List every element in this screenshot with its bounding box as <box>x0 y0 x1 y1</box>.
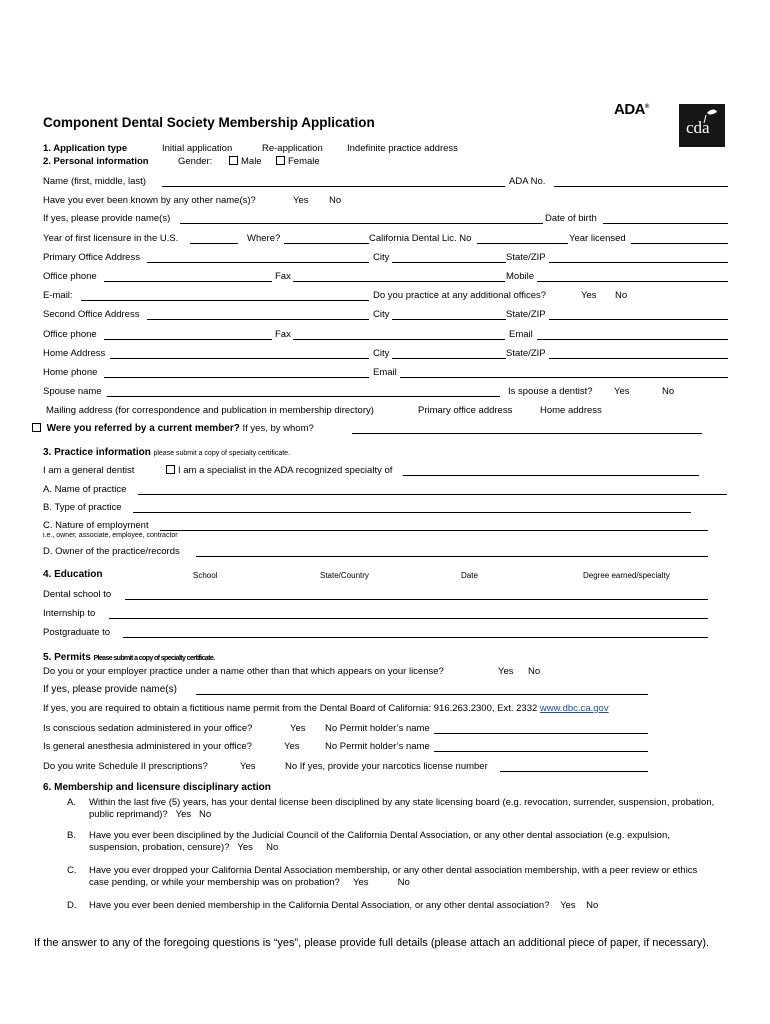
mobile-label: Mobile <box>506 271 534 282</box>
other-names-no[interactable]: No <box>329 195 342 206</box>
specialist-checkbox[interactable] <box>166 465 175 474</box>
mailing-address-label: Mailing address (for correspondence and publication in membership directory) <box>46 405 374 416</box>
date-of-birth-label: Date of birth <box>545 213 597 224</box>
nature-of-employment-label: C. Nature of employment <box>43 520 149 531</box>
practice-information-note: please submit a copy of specialty certificate. <box>153 450 291 457</box>
option-re-application[interactable]: Re-application <box>262 143 323 154</box>
gender-label: Gender: <box>178 156 213 167</box>
referred-by-whom-field[interactable] <box>352 433 702 434</box>
other-names-question: Have you ever been known by any other name(s)? <box>43 195 256 206</box>
question-b-text: Have you ever been disciplined by the Judicial Council of the California Dental Association, or any other dental association (e.g. expulsion, suspension, probation, censure)? <box>89 830 670 853</box>
primary-city-label: City <box>373 252 390 263</box>
page-title: Component Dental Society Membership Application <box>43 115 375 130</box>
question-a-no[interactable]: No <box>199 809 212 820</box>
spouse-dentist-question: Is spouse a dentist? <box>508 386 593 397</box>
fictitious-names-field[interactable] <box>196 694 648 695</box>
name-label: Name (first, middle, last) <box>43 176 146 187</box>
general-anesthesia-yes[interactable]: Yes <box>284 741 300 752</box>
home-state-zip-label: State/ZIP <box>506 348 546 359</box>
primary-city-field[interactable] <box>392 262 506 263</box>
education-col-date: Date <box>461 571 478 580</box>
option-indefinite-practice-address[interactable]: Indefinite practice address <box>347 143 458 154</box>
second-office-phone-label: Office phone <box>43 329 97 340</box>
year-licensed-label: Year licensed <box>569 233 626 244</box>
education-col-state-country: State/Country <box>320 571 369 580</box>
year-first-licensure-label: Year of first licensure in the U.S. <box>43 233 179 244</box>
gender-female-option[interactable] <box>276 156 320 167</box>
education-col-degree: Degree earned/specialty <box>583 571 670 580</box>
name-of-practice-field[interactable] <box>138 494 727 495</box>
email-label: E-mail: <box>43 290 73 301</box>
second-city-field[interactable] <box>392 319 506 320</box>
ada-registered-mark: ® <box>645 104 649 110</box>
general-anesthesia-question: Is general anesthesia administered in your office? <box>43 741 252 752</box>
specialty-field[interactable] <box>403 475 699 476</box>
general-dentist-label: I am a general dentist <box>43 465 135 476</box>
fictitious-name-yes[interactable]: Yes <box>498 666 514 677</box>
email-field[interactable] <box>81 300 369 301</box>
type-of-practice-label: B. Type of practice <box>43 502 122 513</box>
question-d-letter: D. <box>67 900 77 911</box>
question-b-letter: B. <box>67 830 76 841</box>
spouse-name-field[interactable] <box>107 396 500 397</box>
footer-note: If the answer to any of the foregoing questions is “yes”, please provide full details (please attach an additional piece of paper, if necessary). <box>34 937 710 949</box>
name-of-practice-label: A. Name of practice <box>43 484 127 495</box>
postgraduate-label: Postgraduate to <box>43 627 111 638</box>
home-address-label: Home Address <box>43 348 106 359</box>
year-licensed-field[interactable] <box>631 243 728 244</box>
referred-question: Were you referred by a current member? <box>46 423 240 434</box>
schedule-ii-yes[interactable]: Yes <box>240 761 256 772</box>
other-names-yes[interactable]: Yes <box>293 195 309 206</box>
question-d-no[interactable]: No <box>586 900 599 911</box>
application-type-label: 1. Application type <box>43 143 128 154</box>
dental-school-field[interactable] <box>125 599 708 600</box>
referred-row <box>32 423 314 434</box>
other-names-field[interactable] <box>180 223 543 224</box>
schedule-ii-question: Do you write Schedule II prescriptions? <box>43 761 208 772</box>
additional-offices-yes[interactable]: Yes <box>581 290 597 301</box>
primary-office-field[interactable] <box>147 262 369 263</box>
question-b-no[interactable]: No <box>266 842 279 853</box>
conscious-sedation-permit-label: No Permit holder’s name <box>325 723 430 734</box>
question-c-text: Have you ever dropped your California Dental Association membership, or any other dental association membership, with a peer review or ethics case pending, or while your membership was on probation? <box>89 865 698 888</box>
permits-heading-row <box>43 652 214 663</box>
name-field[interactable] <box>162 186 505 187</box>
office-phone-field[interactable] <box>104 281 272 282</box>
cda-logo-text: cda <box>686 118 710 137</box>
general-anesthesia-permit-label: No Permit holder’s name <box>325 741 430 752</box>
home-city-field[interactable] <box>392 358 506 359</box>
male-label: Male <box>241 156 262 167</box>
question-a-yes[interactable]: Yes <box>175 809 192 820</box>
spouse-dentist-no[interactable]: No <box>662 386 675 397</box>
date-of-birth-field[interactable] <box>603 223 728 224</box>
home-phone-label: Home phone <box>43 367 98 378</box>
spouse-name-label: Spouse name <box>43 386 102 397</box>
question-b-yes[interactable]: Yes <box>237 842 253 853</box>
referred-by-whom-label: If yes, by whom? <box>242 423 314 434</box>
education-heading: 4. Education <box>43 569 103 580</box>
fictitious-names-label: If yes, please provide name(s) <box>43 684 177 695</box>
question-c-letter: C. <box>67 865 77 876</box>
practice-information-heading-row <box>43 447 290 458</box>
ada-number-label: ADA No. <box>509 176 546 187</box>
question-d-yes[interactable]: Yes <box>560 900 576 911</box>
question-c-yes[interactable]: Yes <box>353 877 369 888</box>
fictitious-permit-note <box>43 703 609 714</box>
second-fax-label: Fax <box>275 329 291 340</box>
fax-field[interactable] <box>293 281 505 282</box>
specialist-option[interactable] <box>166 465 392 476</box>
second-office-field[interactable] <box>147 319 369 320</box>
second-state-zip-field[interactable] <box>549 319 728 320</box>
conscious-sedation-permit-field[interactable] <box>434 733 648 734</box>
ada-logo-text: ADA <box>614 101 645 118</box>
primary-state-zip-field[interactable] <box>549 262 728 263</box>
dbc-website-link[interactable]: www.dbc.ca.gov <box>539 703 609 714</box>
where-label: Where? <box>247 233 281 244</box>
ada-number-field[interactable] <box>554 186 728 187</box>
question-a-letter: A. <box>67 797 76 808</box>
second-city-label: City <box>373 309 390 320</box>
additional-offices-question: Do you practice at any additional offices? <box>373 290 547 301</box>
question-d <box>89 900 598 911</box>
mailing-primary-office-option[interactable]: Primary office address <box>418 405 513 416</box>
primary-state-zip-label: State/ZIP <box>506 252 546 263</box>
office-phone-label: Office phone <box>43 271 97 282</box>
practice-information-heading: 3. Practice information <box>43 447 151 458</box>
question-d-text: Have you ever been denied membership in the California Dental Association, or any other dental association? <box>89 900 550 911</box>
home-email-field[interactable] <box>400 377 728 378</box>
fictitious-permit-text: If yes, you are required to obtain a fictitious name permit from the Dental Board of California: 916.263.2300, Ext. 2332 <box>43 703 538 714</box>
question-a-text: Within the last five (5) years, has your dental license been disciplined by any state licensing board (e.g. revocation, surrender, suspension, probation, public reprimand)? <box>89 797 715 820</box>
home-state-zip-field[interactable] <box>549 358 728 359</box>
mailing-home-address-option[interactable]: Home address <box>540 405 602 416</box>
referred-checkbox[interactable] <box>32 423 41 432</box>
gender-male-option[interactable] <box>229 156 262 167</box>
mobile-field[interactable] <box>537 281 728 282</box>
fax-label: Fax <box>275 271 291 282</box>
nature-of-employment-field[interactable] <box>160 530 708 531</box>
question-b <box>89 830 719 854</box>
male-checkbox[interactable] <box>229 156 238 165</box>
other-names-label: If yes, please provide name(s) <box>43 213 171 224</box>
owner-of-practice-field[interactable] <box>196 556 708 557</box>
permits-note: Please submit a copy of specialty certificate. <box>93 655 215 662</box>
second-fax-field[interactable] <box>293 339 505 340</box>
narcotics-license-label: No If yes, provide your narcotics license number <box>285 761 488 772</box>
second-email-field[interactable] <box>537 339 728 340</box>
question-c-no[interactable]: No <box>397 877 410 888</box>
internship-field[interactable] <box>109 618 708 619</box>
disciplinary-heading: 6. Membership and licensure disciplinary action <box>43 782 271 793</box>
specialist-label: I am a specialist in the ADA recognized specialty of <box>178 465 393 476</box>
california-license-field[interactable] <box>477 243 568 244</box>
second-office-label: Second Office Address <box>43 309 140 320</box>
ada-logo <box>614 101 649 118</box>
primary-office-label: Primary Office Address <box>43 252 140 263</box>
year-first-licensure-field[interactable] <box>190 243 238 244</box>
second-email-label: Email <box>509 329 533 340</box>
second-office-phone-field[interactable] <box>104 339 272 340</box>
female-checkbox[interactable] <box>276 156 285 165</box>
internship-label: Internship to <box>43 608 96 619</box>
type-of-practice-field[interactable] <box>133 512 691 513</box>
second-state-zip-label: State/ZIP <box>506 309 546 320</box>
education-col-school: School <box>193 571 218 580</box>
dental-school-label: Dental school to <box>43 589 112 600</box>
narcotics-license-field[interactable] <box>500 771 648 772</box>
personal-information-label: 2. Personal information <box>43 156 149 167</box>
permits-heading: 5. Permits <box>43 652 91 663</box>
question-a <box>89 797 719 821</box>
fictitious-name-question: Do you or your employer practice under a name other than that which appears on your license? <box>43 666 444 677</box>
california-license-label: California Dental Lic. No <box>369 233 472 244</box>
nature-of-employment-note: i.e., owner, associate, employee, contractor <box>43 532 178 539</box>
postgraduate-field[interactable] <box>123 637 708 638</box>
fictitious-name-no[interactable]: No <box>528 666 541 677</box>
owner-of-practice-label: D. Owner of the practice/records <box>43 546 180 557</box>
conscious-sedation-yes[interactable]: Yes <box>290 723 306 734</box>
general-anesthesia-permit-field[interactable] <box>434 751 648 752</box>
home-city-label: City <box>373 348 390 359</box>
home-email-label: Email <box>373 367 397 378</box>
conscious-sedation-question: Is conscious sedation administered in your office? <box>43 723 253 734</box>
spouse-dentist-yes[interactable]: Yes <box>614 386 630 397</box>
option-initial-application[interactable]: Initial application <box>162 143 233 154</box>
where-field[interactable] <box>284 243 369 244</box>
home-phone-field[interactable] <box>104 377 369 378</box>
female-label: Female <box>288 156 320 167</box>
cda-logo <box>679 104 725 147</box>
additional-offices-no[interactable]: No <box>615 290 628 301</box>
question-c <box>89 865 719 889</box>
home-address-field[interactable] <box>110 358 369 359</box>
